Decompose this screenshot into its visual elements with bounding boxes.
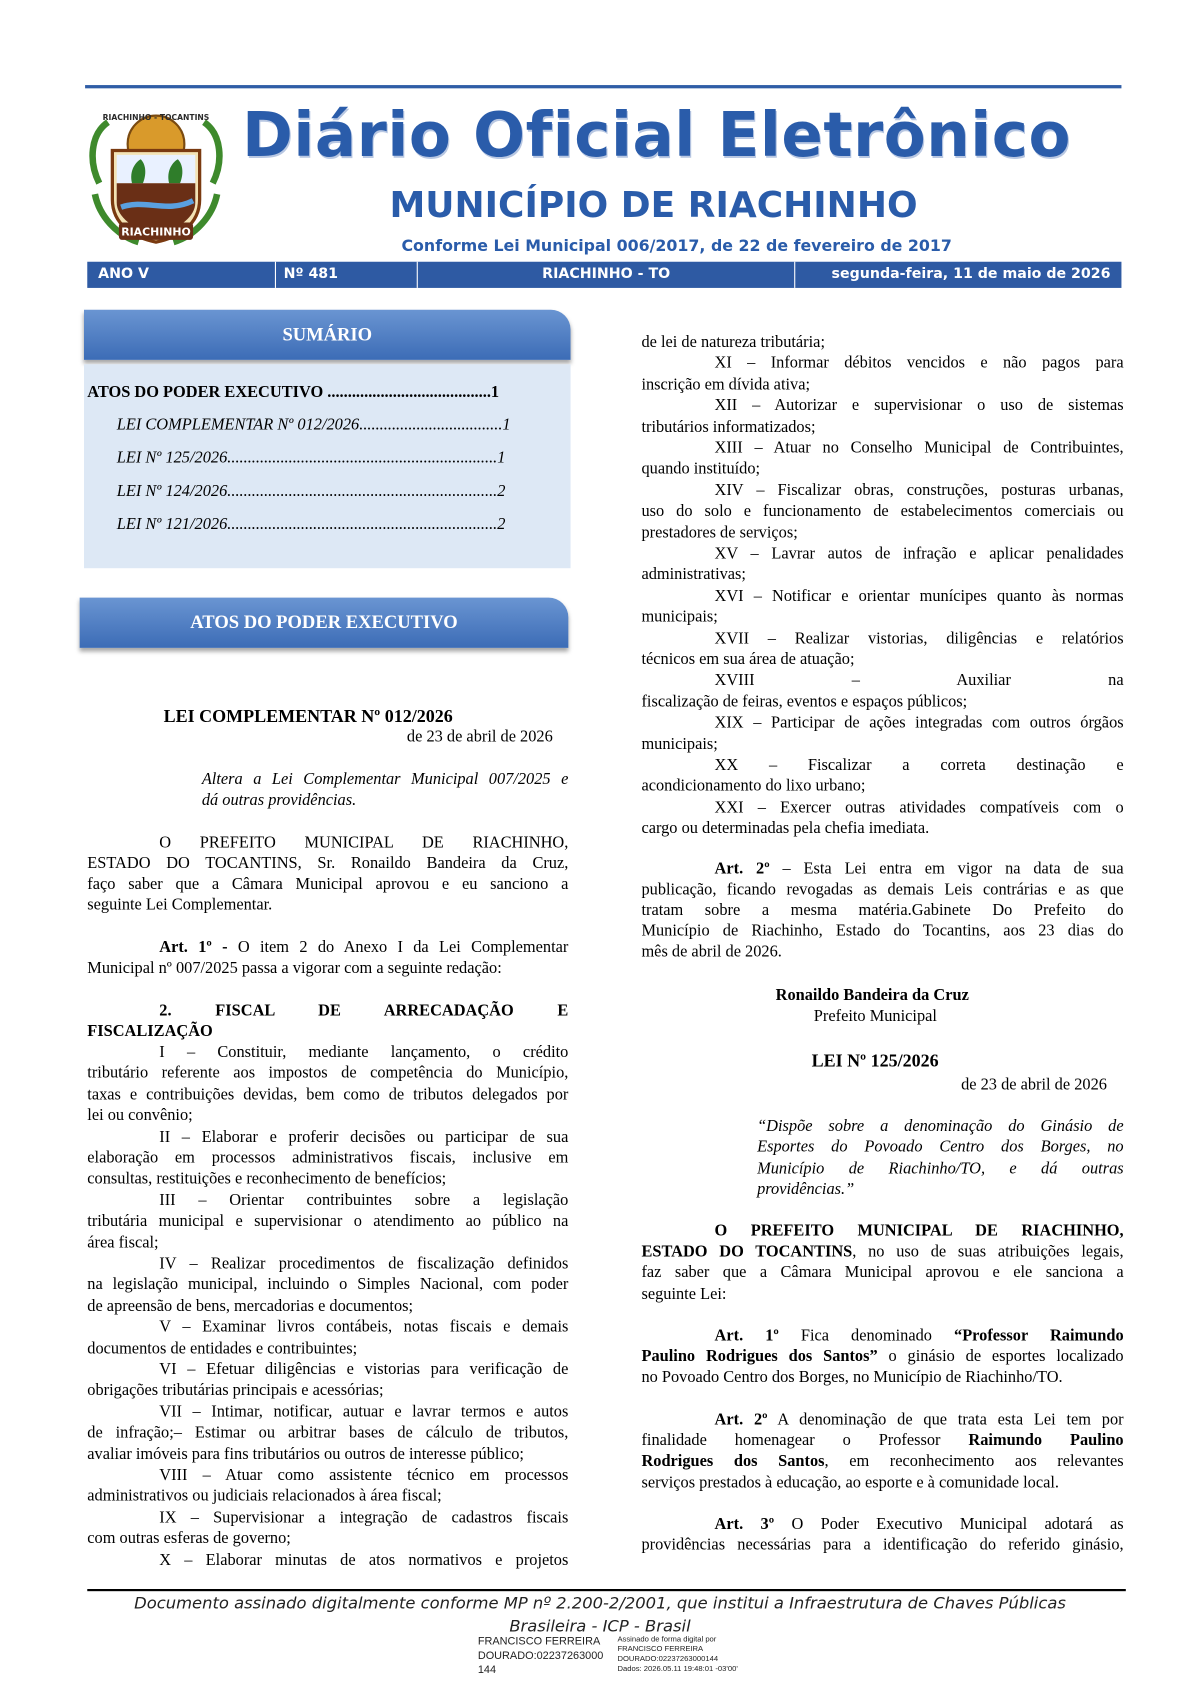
article-1-line: Art. 1º - O item 2 do Anexo I da Lei Complementar: [159, 939, 569, 957]
item-line: municipais;: [641, 735, 718, 754]
item-line: avaliar imóveis para fins tributários ou outros de interesse público;: [87, 1445, 524, 1464]
article-2-line: mês de abril de 2026.: [641, 943, 782, 961]
law-ementa-line: Esportes do Povoado Centro dos Borges, no: [757, 1138, 1124, 1157]
item-line: IV – Realizar procedimentos de fiscalização definidos: [159, 1255, 569, 1273]
intro-line: faz saber que a Câmara Municipal aprovou e ele sanciona a: [641, 1264, 1124, 1282]
item-line: XIII – Atuar no Conselho Municipal de Contribuintes,: [714, 439, 1124, 457]
sumario-banner: SUMÁRIO: [84, 310, 571, 360]
intro-line: faço saber que a Câmara Municipal aprovou e eu sanciono a: [87, 875, 569, 894]
item-line: quando instituído;: [641, 460, 761, 479]
law-ementa-line: dá outras providências.: [201, 791, 357, 810]
masthead-subtitle: MUNICÍPIO DE RIACHINHO: [389, 183, 918, 226]
intro-line: O PREFEITO MUNICIPAL DE RIACHINHO,: [159, 834, 569, 852]
law-ementa-line: providências.”: [757, 1181, 855, 1199]
item-line: de infração;– Estimar ou arbitrar bases de cálculo de tributos,: [87, 1424, 569, 1442]
edition-info-bar: [87, 262, 1121, 288]
intro-line: seguinte Lei:: [641, 1285, 727, 1304]
item-line: XII – Autorizar e supervisionar o uso de sistemas: [714, 397, 1124, 415]
item-line: XVII – Realizar vistorias, diligências e relatórios: [714, 629, 1124, 648]
seal-bottom-text: RIACHINHO: [121, 225, 191, 239]
item-line: administrativos ou judiciais relacionados à área fiscal;: [87, 1488, 442, 1506]
item-line: XI – Informar débitos vencidos e não pagos para: [714, 354, 1124, 373]
toc-entry[interactable]: LEI Nº 121/2026..................................................................2: [116, 515, 506, 534]
item-line: área fiscal;: [87, 1234, 159, 1252]
article-3-line: Art. 3º O Poder Executivo Municipal adotará as: [714, 1515, 1124, 1534]
article-2-line: Rodrigues dos Santos, em reconhecimento aos relevantes: [641, 1452, 1124, 1471]
item-line: II – Elaborar e proferir decisões ou participar de sua: [159, 1128, 569, 1146]
item-line: lei ou convênio;: [87, 1107, 193, 1125]
item-line: na legislação municipal, incluindo o Simples Nacional, com poder: [87, 1276, 569, 1294]
item-line: prestadores de serviços;: [641, 524, 798, 542]
law-ementa-line: “Dispõe sobre a denominação do Ginásio de: [757, 1117, 1124, 1136]
article-1-line: Art. 1º Fica denominado “Professor Raimundo: [714, 1327, 1124, 1345]
article-2-line: tratam sobre a mesma matéria.Gabinete Do Prefeito do: [641, 901, 1124, 920]
toc-entry[interactable]: LEI Nº 124/2026..................................................................2: [116, 483, 506, 501]
masthead-title: Diário Oficial Eletrônico: [242, 100, 1072, 172]
edition-date: segunda-feira, 11 de maio de 2026: [831, 266, 1111, 283]
intro-line: ESTADO DO TOCANTINS, Sr. Ronaildo Bandeira da Cruz,: [87, 855, 569, 873]
footer-certification: Documento assinado digitalmente conforme MP nº 2.200-2/2001, que institui a Infraestrutura de Chaves Públicas: [134, 1593, 1066, 1613]
item-line: com outras esferas de governo;: [87, 1530, 291, 1548]
law-title: LEI Nº 125/2026: [811, 1050, 939, 1071]
municipal-seal-logo: [80, 107, 233, 251]
edition-city: RIACHINHO - TO: [542, 266, 671, 283]
item-line: de apreensão de bens, mercadorias e documentos;: [87, 1297, 414, 1316]
article-1-line: Municipal nº 007/2025 passa a vigorar com a seguinte redação:: [87, 959, 502, 978]
signer-name: Ronaildo Bandeira da Cruz: [775, 986, 969, 1005]
signature-note: Assinado de forma digital por: [617, 1635, 717, 1644]
article-2-line: finalidade homenagear o Professor Raimundo Paulino: [641, 1431, 1124, 1450]
intro-line: O PREFEITO MUNICIPAL DE RIACHINHO,: [714, 1222, 1124, 1241]
item-line: VI – Efetuar diligências e vistorias para verificação de: [159, 1361, 569, 1379]
item-heading: 2. FISCAL DE ARRECADAÇÃO E: [159, 1002, 569, 1020]
section-banner: ATOS DO PODER EXECUTIVO: [80, 598, 569, 648]
item-line: III – Orientar contribuintes sobre a legislação: [159, 1191, 569, 1210]
item-line: municipais;: [641, 608, 718, 627]
law-date: de 23 de abril de 2026: [406, 728, 553, 746]
item-line: I – Constituir, mediante lançamento, o crédito: [159, 1043, 569, 1062]
article-3-line: providências necessárias para a identificação do referido ginásio,: [641, 1536, 1124, 1555]
item-line: XIX – Participar de ações integradas com outros órgãos: [714, 714, 1124, 732]
item-line: elaboração em processos administrativos fiscais, inclusive em: [87, 1149, 569, 1167]
toc-entry[interactable]: ATOS DO PODER EXECUTIVO ........................................1: [87, 383, 500, 402]
article-2-line: Município de Riachinho, Estado do Tocantins, aos 23 dias do: [641, 922, 1124, 941]
article-2-line: publicação, ficando revogadas as demais Leis contrárias e as que: [641, 881, 1124, 899]
masthead-law-reference: Conforme Lei Municipal 006/2017, de 22 de fevereiro de 2017: [401, 237, 952, 256]
article-1-line: no Povoado Centro dos Borges, no Município de Riachinho/TO.: [641, 1368, 1063, 1387]
seal-top-text: RIACHINHO - TOCANTINS: [102, 112, 210, 122]
item-line: XXI – Exercer outras atividades compatíveis com o: [714, 799, 1124, 817]
item-line: consultas, restituições e reconhecimento de benefícios;: [87, 1170, 447, 1189]
item-line: documentos de entidades e contribuintes;: [87, 1339, 358, 1358]
item-line: VII – Intimar, notificar, autuar e lavrar termos e autos: [159, 1403, 569, 1421]
top-rule: [85, 85, 1121, 88]
item-line: X – Elaborar minutas de atos normativos e projetos: [159, 1551, 569, 1569]
article-2-line: Art. 2º – Esta Lei entra em vigor na data de sua: [714, 860, 1124, 878]
item-line: tributários informatizados;: [641, 418, 816, 436]
item-line: tributário referente aos impostos de competência do Município,: [87, 1064, 569, 1083]
item-line: uso do solo e funcionamento de estabelecimentos comerciais ou: [641, 502, 1124, 521]
intro-line: ESTADO DO TOCANTINS, no uso de suas atribuições legais,: [641, 1243, 1124, 1261]
article-2-line: serviços prestados à educação, ao esporte e à comunidade local.: [641, 1474, 1059, 1492]
item-line: administrativas;: [641, 566, 746, 584]
toc-entry[interactable]: LEI Nº 125/2026..................................................................1: [116, 449, 506, 467]
signature-note: DOURADO:02237263000144: [617, 1655, 719, 1664]
signature-note: Dados: 2026.05.11 19:48:01 -03'00': [617, 1665, 738, 1673]
footer-rule: [87, 1589, 1126, 1591]
item-line: IX – Supervisionar a integração de cadastros fiscais: [159, 1509, 569, 1527]
item-line: obrigações tributárias principais e acessórias;: [87, 1382, 384, 1400]
item-line: de lei de natureza tributária;: [641, 333, 825, 352]
signature-name: 144: [477, 1664, 497, 1677]
item-line: inscrição em dívida ativa;: [641, 376, 811, 394]
item-line: cargo ou determinadas pela chefia imediata.: [641, 820, 930, 838]
signer-role: Prefeito Municipal: [813, 1007, 937, 1026]
item-line: acondicionamento do lixo urbano;: [641, 778, 866, 796]
law-ementa-line: Altera a Lei Complementar Municipal 007/2025 e: [201, 771, 569, 789]
edition-number: Nº 481: [283, 266, 339, 283]
signature-note: FRANCISCO FERREIRA: [617, 1645, 704, 1654]
footer-certification: Brasileira - ICP - Brasil: [509, 1616, 691, 1636]
item-line: VIII – Atuar como assistente técnico em processos: [159, 1466, 569, 1485]
item-line: XIV – Fiscalizar obras, construções, posturas urbanas,: [714, 481, 1124, 500]
item-line: fiscalização de feiras, eventos e espaços públicos;: [641, 693, 968, 711]
toc-entry[interactable]: LEI COMPLEMENTAR Nº 012/2026...................................1: [116, 416, 511, 435]
item-line: XVI – Notificar e orientar munícipes quanto às normas: [714, 587, 1124, 606]
law-date: de 23 de abril de 2026: [961, 1076, 1107, 1094]
item-line: técnicos em sua área de atuação;: [641, 651, 855, 669]
item-line: XX – Fiscalizar a correta destinação e: [714, 756, 1124, 775]
item-line: XV – Lavrar autos de infração e aplicar penalidades: [714, 545, 1124, 563]
article-1-line: Paulino Rodrigues dos Santos” o ginásio de esportes localizado: [641, 1347, 1124, 1366]
signature-name: DOURADO:02237263000: [477, 1650, 604, 1663]
law-ementa-line: Município de Riachinho/TO, e dá outras: [757, 1160, 1124, 1178]
law-title: LEI COMPLEMENTAR Nº 012/2026: [163, 705, 453, 727]
signature-name: FRANCISCO FERREIRA: [477, 1635, 601, 1648]
article-2-line: Art. 2º A denominação de que trata esta Lei tem por: [714, 1411, 1124, 1429]
edition-year: ANO V: [98, 266, 150, 283]
intro-line: seguinte Lei Complementar.: [87, 896, 273, 914]
item-line: tributária municipal e supervisionar o atendimento ao público na: [87, 1212, 569, 1231]
item-line: taxas e contribuições devidas, bem como de tributos delegados por: [87, 1086, 569, 1104]
item-heading: FISCALIZAÇÃO: [87, 1022, 213, 1041]
item-line: V – Examinar livros contábeis, notas fiscais e demais: [159, 1318, 569, 1337]
item-line: XVIII – Auxiliar na: [714, 672, 1124, 690]
